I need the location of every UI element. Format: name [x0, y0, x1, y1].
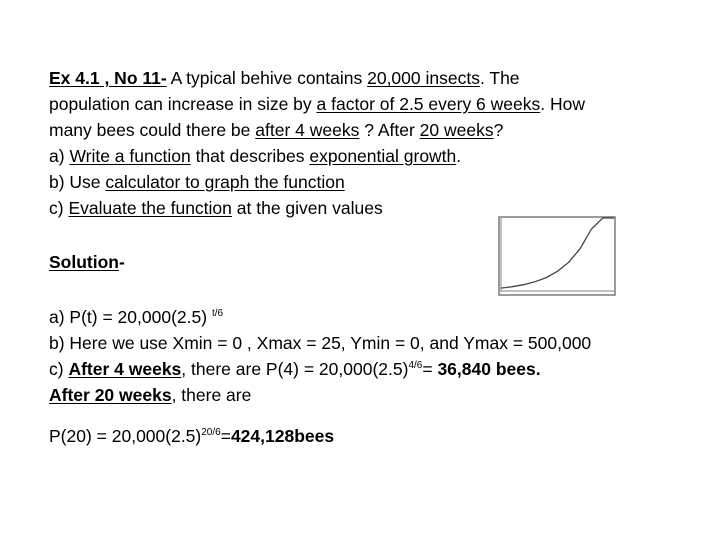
text: c)	[49, 198, 69, 218]
text: =	[422, 359, 438, 379]
text: many bees could there be	[49, 120, 256, 140]
text: population can increase in size by	[49, 94, 317, 114]
text: , there are	[171, 385, 252, 405]
text: P(20) = 20,000(2.5)	[49, 426, 202, 446]
problem-reference: Ex 4.1 , No 11-	[49, 68, 167, 88]
text: b) Here we use Xmin = 0 , Xmax = 25, Ymin = 0, and Ymax = 500,000	[49, 333, 592, 353]
problem-line-3	[49, 117, 503, 143]
text: a)	[49, 146, 70, 166]
exponent: 4/6	[408, 360, 423, 371]
text: c)	[49, 359, 69, 379]
underlined-term: Evaluate the function	[68, 198, 232, 218]
underlined-term: exponential growth	[309, 146, 457, 166]
solution-a	[49, 304, 223, 330]
solution-heading	[49, 249, 125, 275]
solution-b	[49, 330, 591, 356]
text: ? After	[359, 120, 420, 140]
text: A typical behive contains	[166, 68, 368, 88]
solution-dash: -	[118, 252, 125, 272]
problem-part-a	[49, 143, 461, 169]
result: 424,128bees	[230, 426, 335, 446]
text: . The	[479, 68, 520, 88]
underlined-term: a factor of 2.5 every 6 weeks	[316, 94, 541, 114]
underlined-term: 20,000 insects	[367, 68, 480, 88]
text: .	[456, 146, 462, 166]
problem-line-2	[49, 91, 585, 117]
text: a) P(t) = 20,000(2.5)	[49, 307, 212, 327]
underlined-term: 20 weeks	[419, 120, 494, 140]
graph-frame	[499, 217, 615, 295]
solution-c	[49, 356, 541, 382]
solution-d	[49, 382, 251, 408]
text: that describes	[190, 146, 310, 166]
exponent: 20/6	[201, 427, 221, 438]
problem-line-1	[49, 65, 520, 91]
text: , there are P(4) = 20,000(2.5)	[181, 359, 409, 379]
text: =	[220, 426, 231, 446]
problem-part-b	[49, 169, 345, 195]
underlined-term: after 4 weeks	[255, 120, 360, 140]
text: . How	[540, 94, 585, 114]
solution-title: Solution	[49, 252, 119, 272]
calculator-graph	[498, 216, 616, 296]
text: at the given values	[231, 198, 383, 218]
underlined-term: Write a function	[69, 146, 191, 166]
exponent: t/6	[211, 308, 224, 319]
underlined-term: After 4 weeks	[68, 359, 182, 379]
problem-part-c	[49, 195, 383, 221]
solution-e	[49, 423, 334, 449]
text: b) Use	[49, 172, 106, 192]
underlined-term: calculator to graph the function	[105, 172, 345, 192]
result: 36,840 bees.	[437, 359, 541, 379]
text: ?	[493, 120, 504, 140]
underlined-term: After 20 weeks	[49, 385, 172, 405]
